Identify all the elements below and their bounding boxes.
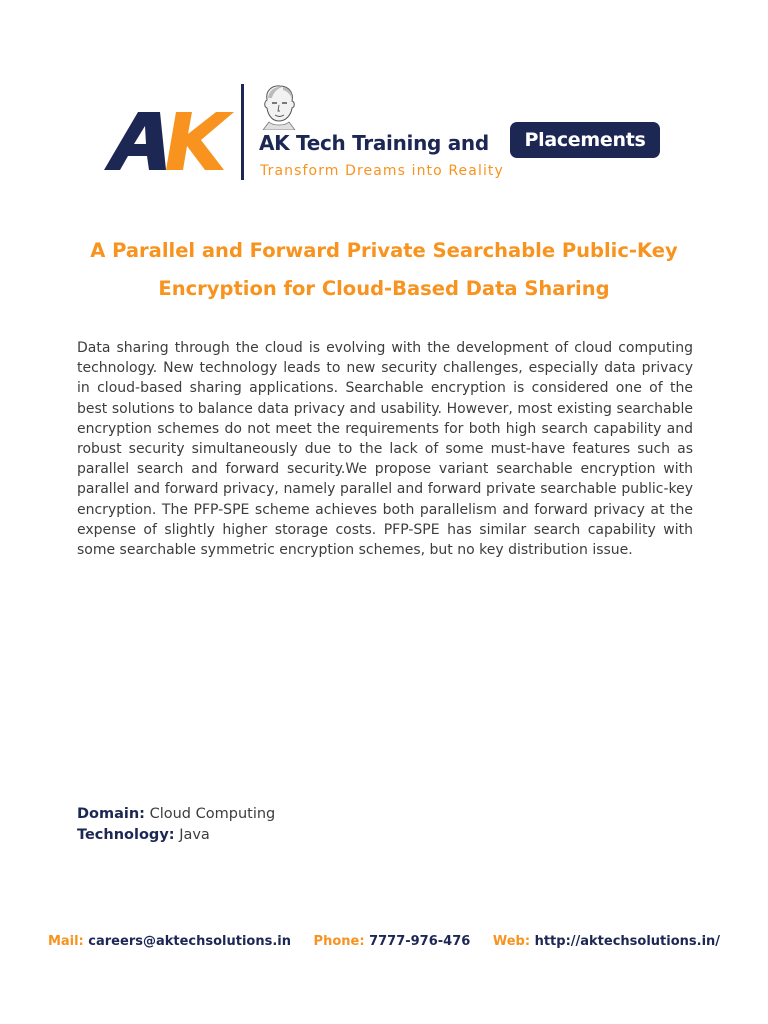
title-line-2: Encryption for Cloud-Based Data Sharing (158, 277, 610, 300)
contact-footer (0, 932, 768, 952)
logo-divider (241, 84, 244, 180)
brand-tagline: Transform Dreams into Reality (260, 163, 504, 179)
title-line-1: A Parallel and Forward Private Searchable Public-Key (90, 239, 678, 262)
document-title (60, 232, 708, 308)
technology-label: Technology: (77, 827, 175, 843)
phone-label: Phone: (313, 934, 365, 949)
ak-logo-icon (104, 108, 234, 172)
mail-label: Mail: (47, 934, 84, 949)
portrait-sketch-icon (259, 84, 299, 130)
domain-row (77, 804, 275, 824)
mail-link[interactable]: careers@aktechsolutions.in (88, 934, 292, 949)
abstract-paragraph: Data sharing through the cloud is evolving with the development of cloud computing technology. New technology leads to new security challenges, especially data privacy in cloud-based sharing applications. Searchable encryption is considered one of the best solutions to balance data privacy and usability. However, most existing searchable encryption schemes do not meet the requirements for both high search capability and robust security simultaneously due to the lack of some must-have features such as parallel search and forward security.We propose variant searchable encryption with parallel and forward privacy, namely parallel and forward private searchable public-key encryption. The PFP-SPE scheme achieves both parallelism and forward privacy at the expense of slightly higher storage costs. PFP-SPE has similar search capability with some searchable symmetric encryption schemes, but no key distribution issue. (77, 340, 693, 559)
brand-badge: Placements (510, 122, 660, 158)
footer-web (493, 932, 720, 952)
footer-phone (314, 932, 471, 952)
technology-value: Java (179, 827, 210, 843)
domain-value: Cloud Computing (149, 806, 276, 822)
phone-number: 7777-976-476 (369, 934, 471, 949)
domain-label: Domain: (77, 806, 145, 822)
web-label: Web: (492, 934, 531, 949)
technology-row (77, 825, 210, 845)
web-link[interactable]: http://aktechsolutions.in/ (534, 934, 721, 949)
footer-mail (48, 932, 291, 952)
brand-name: AK Tech Training and (259, 131, 489, 155)
